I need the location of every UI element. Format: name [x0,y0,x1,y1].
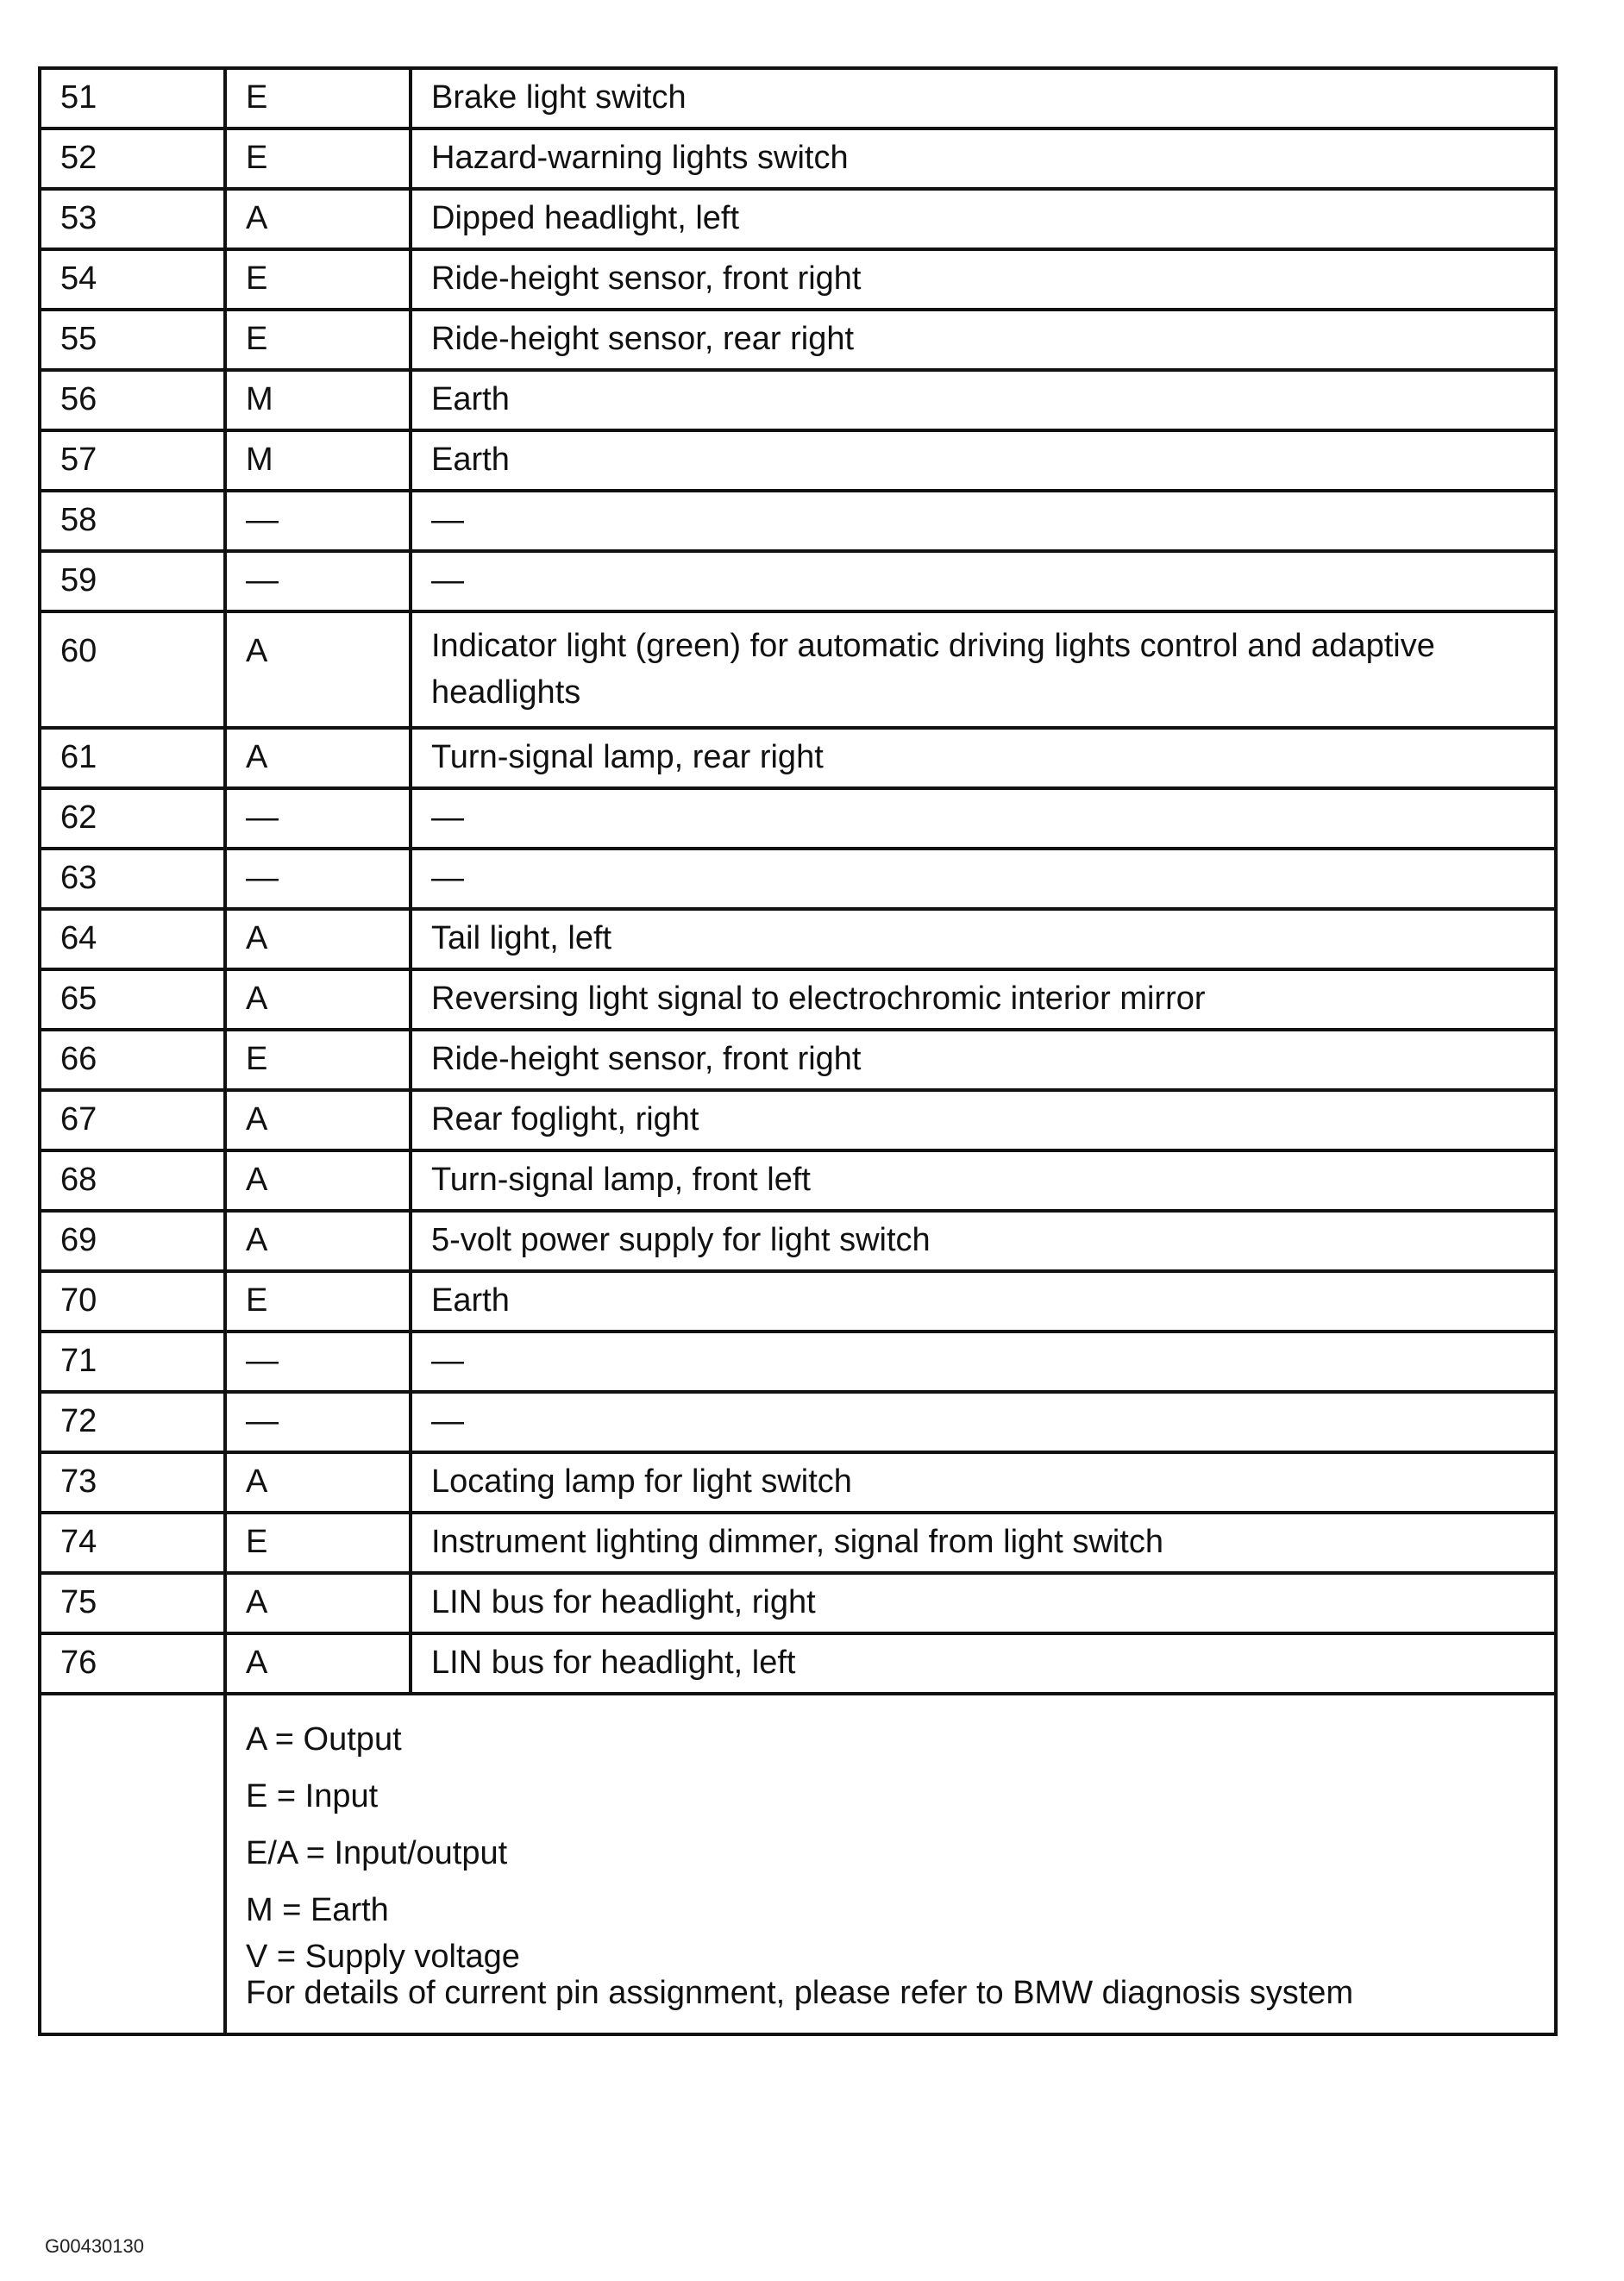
pin-description-cell: Dipped headlight, left [411,189,1556,249]
figure-id: G00430130 [45,2235,144,2257]
legend-item: A = Output [246,1721,402,1758]
pin-number-cell: 69 [40,1211,225,1271]
pin-type-cell: — [225,1332,411,1392]
table-row [40,611,1556,728]
pin-description-cell: — [411,849,1556,909]
pin-type-cell: E [225,310,411,370]
legend-note: For details of current pin assignment, please refer to BMW diagnosis system [246,1975,1354,2011]
pin-description-cell: — [411,491,1556,551]
table-row [40,1452,1556,1513]
pin-type-cell: — [225,849,411,909]
pin-number-cell: 51 [40,68,225,128]
pin-number-cell: 61 [40,728,225,788]
table-row [40,68,1556,128]
pin-type-cell: A [225,728,411,788]
table-row [40,249,1556,310]
pin-type-cell: E [225,1030,411,1090]
pin-number-cell: 57 [40,430,225,491]
table-row [40,1030,1556,1090]
pin-type-cell: E [225,128,411,189]
pin-type-cell: — [225,491,411,551]
pin-type-cell: A [225,969,411,1030]
table-row [40,909,1556,969]
table-body [40,68,1556,2034]
table-row [40,1090,1556,1150]
pin-type-cell: A [225,909,411,969]
pin-number-cell: 75 [40,1573,225,1633]
pin-type-cell: E [225,68,411,128]
pin-description-cell: — [411,1332,1556,1392]
pin-number-cell: 72 [40,1392,225,1452]
table-row [40,1633,1556,1694]
pin-type-cell: — [225,551,411,611]
pin-number-cell: 60 [40,611,225,728]
pin-type-cell: A [225,1633,411,1694]
pin-description-cell: Locating lamp for light switch [411,1452,1556,1513]
table-row [40,551,1556,611]
table-row [40,1150,1556,1211]
pin-type-cell: E [225,1513,411,1573]
pin-description-cell: Turn-signal lamp, rear right [411,728,1556,788]
pin-number-cell: 62 [40,788,225,849]
pin-number-cell: 59 [40,551,225,611]
table-row [40,1392,1556,1452]
pin-description-cell: 5-volt power supply for light switch [411,1211,1556,1271]
pin-type-cell: M [225,370,411,430]
pin-type-cell: A [225,1211,411,1271]
pin-number-cell: 66 [40,1030,225,1090]
pin-number-cell: 65 [40,969,225,1030]
pin-number-cell: 63 [40,849,225,909]
table-row [40,370,1556,430]
pin-number-cell: 73 [40,1452,225,1513]
table-row [40,788,1556,849]
table-row [40,491,1556,551]
pin-number-cell: 54 [40,249,225,310]
legend-item: E = Input [246,1778,379,1814]
table-row [40,128,1556,189]
pin-description-cell: Rear foglight, right [411,1090,1556,1150]
table-row [40,849,1556,909]
pin-description-cell: Ride-height sensor, rear right [411,310,1556,370]
table-row [40,1271,1556,1332]
pin-description-cell: LIN bus for headlight, left [411,1633,1556,1694]
pin-description-cell: — [411,1392,1556,1452]
pin-description-cell: Instrument lighting dimmer, signal from light switch [411,1513,1556,1573]
pin-description-cell: Ride-height sensor, front right [411,249,1556,310]
pin-type-cell: — [225,788,411,849]
pin-type-cell: A [225,1573,411,1633]
pin-description-cell: — [411,788,1556,849]
pin-description-cell: Brake light switch [411,68,1556,128]
legend-item: V = Supply voltage [246,1939,520,1975]
pin-type-cell: A [225,611,411,728]
table-row [40,1332,1556,1392]
pin-description-cell: Earth [411,370,1556,430]
pin-number-cell: 76 [40,1633,225,1694]
pin-number-cell: 55 [40,310,225,370]
legend-item: M = Earth [246,1892,389,1928]
pin-number-cell: 71 [40,1332,225,1392]
table-row [40,969,1556,1030]
pin-type-cell: A [225,1090,411,1150]
legend-item: E/A = Input/output [246,1835,508,1871]
pin-type-cell: A [225,1452,411,1513]
pin-type-cell: — [225,1392,411,1452]
table-row [40,728,1556,788]
pin-type-cell: A [225,1150,411,1211]
pin-number-cell: 56 [40,370,225,430]
pin-number-cell: 52 [40,128,225,189]
table-row [40,1211,1556,1271]
pin-number-cell: 53 [40,189,225,249]
pin-number-cell: 67 [40,1090,225,1150]
pin-description-cell: Hazard-warning lights switch [411,128,1556,189]
pin-description-cell: — [411,551,1556,611]
pin-type-cell: A [225,189,411,249]
legend-empty-cell [40,1694,225,2034]
pin-description-cell: Ride-height sensor, front right [411,1030,1556,1090]
table-row [40,1573,1556,1633]
pin-description-cell: LIN bus for headlight, right [411,1573,1556,1633]
pin-type-cell: M [225,430,411,491]
table-row [40,189,1556,249]
pin-number-cell: 58 [40,491,225,551]
legend-cell [225,1694,1556,2034]
table-row [40,310,1556,370]
pin-number-cell: 68 [40,1150,225,1211]
pin-description-cell: Earth [411,430,1556,491]
table-row [40,1513,1556,1573]
pin-description-cell: Indicator light (green) for automatic driving lights control and adaptive headlights [411,611,1556,728]
pin-type-cell: E [225,1271,411,1332]
pin-assignment-table [38,66,1558,2036]
pin-number-cell: 70 [40,1271,225,1332]
pin-type-cell: E [225,249,411,310]
pin-number-cell: 74 [40,1513,225,1573]
legend-row [40,1694,1556,2034]
pin-description-cell: Turn-signal lamp, front left [411,1150,1556,1211]
pin-number-cell: 64 [40,909,225,969]
table-row [40,430,1556,491]
pin-description-cell: Tail light, left [411,909,1556,969]
pin-description-cell: Reversing light signal to electrochromic interior mirror [411,969,1556,1030]
pin-description-cell: Earth [411,1271,1556,1332]
